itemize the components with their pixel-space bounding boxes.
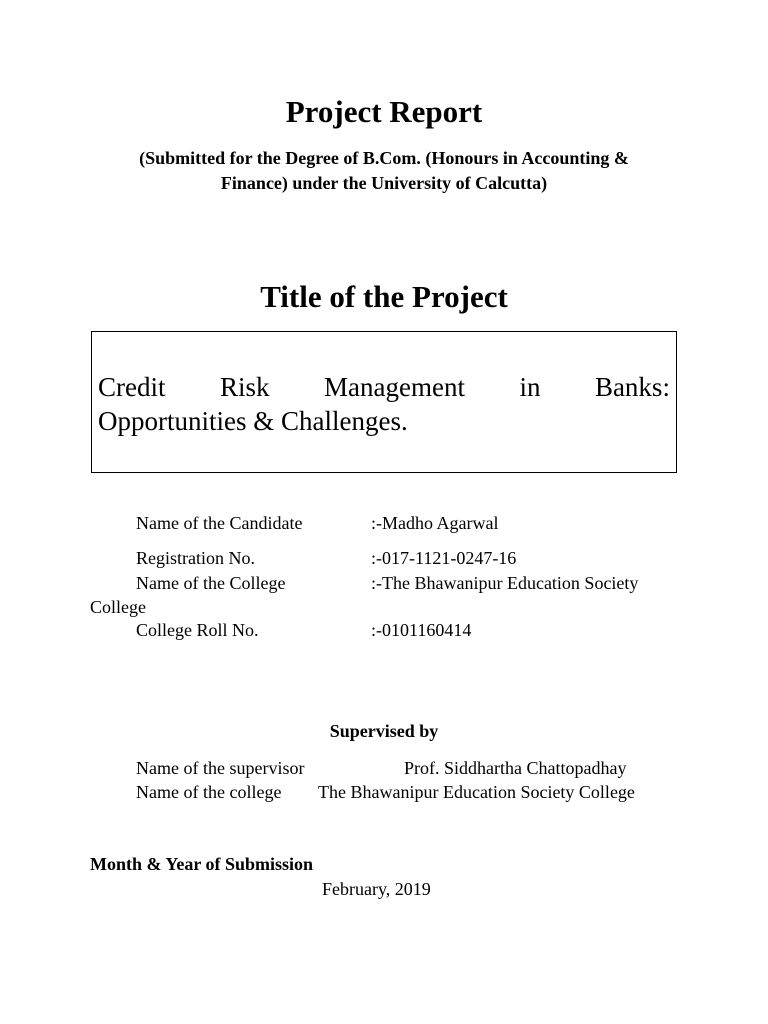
project-title-word: Credit	[98, 372, 166, 402]
candidate-name-value: :-Madho Agarwal	[371, 513, 499, 533]
project-title-word: Risk	[219, 372, 270, 402]
project-title-word: Banks:	[594, 372, 670, 402]
report-title: Project Report	[285, 94, 483, 129]
registration-value: :-017-1121-0247-16	[371, 548, 517, 568]
candidate-name-label: Name of the Candidate	[136, 513, 303, 533]
college-name-value-wrap: College	[90, 597, 146, 617]
college-name-label: Name of the College	[136, 573, 286, 593]
roll-number-label: College Roll No.	[136, 620, 259, 640]
roll-number-value: :-0101160414	[371, 620, 472, 640]
submission-heading: Month & Year of Submission	[90, 854, 314, 874]
supervisor-name-label: Name of the supervisor	[136, 758, 305, 778]
supervised-by-heading: Supervised by	[329, 721, 439, 741]
supervisor-college-value: The Bhawanipur Education Society College	[318, 782, 635, 802]
project-title-word: in	[519, 372, 541, 402]
project-heading: Title of the Project	[260, 279, 508, 314]
supervisor-name-value: Prof. Siddhartha Chattopadhay	[404, 758, 627, 778]
project-title-line2: Opportunities & Challenges.	[98, 406, 408, 436]
college-name-value: :-The Bhawanipur Education Society	[371, 573, 639, 593]
report-subtitle-line1: (Submitted for the Degree of B.Com. (Honours in Accounting &	[139, 148, 629, 168]
registration-label: Registration No.	[136, 548, 255, 568]
project-title-box	[91, 331, 677, 473]
project-title-word: Management	[324, 372, 465, 402]
submission-date: February, 2019	[322, 879, 431, 899]
supervisor-college-label: Name of the college	[136, 782, 282, 802]
report-subtitle-line2: Finance) under the University of Calcutta)	[220, 173, 548, 193]
project-title-line1	[98, 370, 670, 404]
